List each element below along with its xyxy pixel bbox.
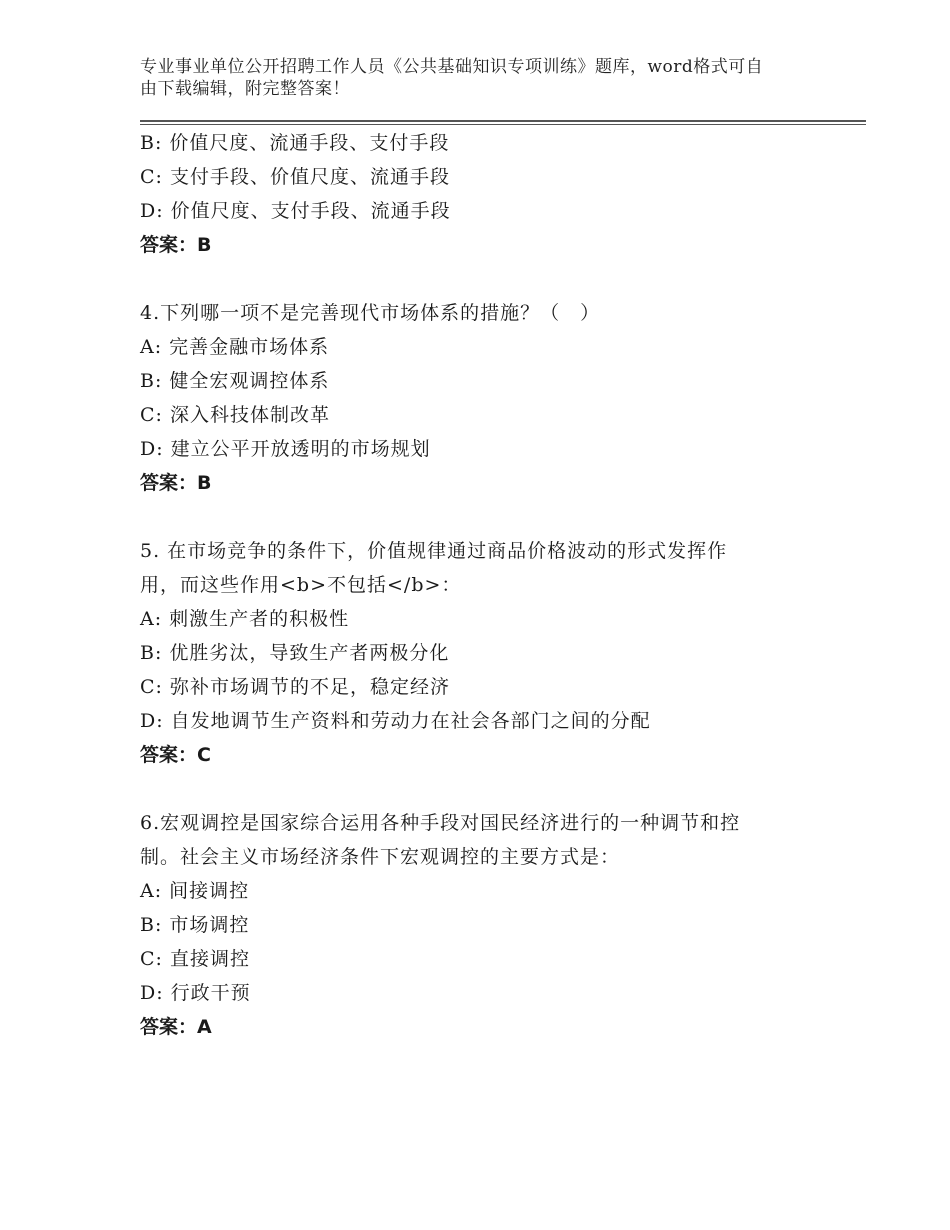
option-b: B: 市场调控	[140, 914, 250, 936]
option-c: C: 支付手段、价值尺度、流通手段	[140, 166, 450, 188]
option-b: B: 优胜劣汰，导致生产者两极分化	[140, 642, 450, 664]
answer-label: 答案：B	[140, 472, 212, 494]
option-d: D: 自发地调节生产资料和劳动力在社会各部门之间的分配	[140, 710, 651, 732]
question-3-block	[140, 126, 840, 262]
option-b: B: 价值尺度、流通手段、支付手段	[140, 132, 450, 154]
header-line-2: 由下载编辑，附完整答案！	[140, 79, 350, 99]
question-6-block	[140, 806, 840, 1044]
spacer	[140, 500, 840, 534]
question-list	[140, 126, 840, 1044]
spacer	[140, 772, 840, 806]
answer-label: 答案：A	[140, 1016, 212, 1038]
option-a: A: 间接调控	[140, 880, 250, 902]
header-line-1: 专业事业单位公开招聘工作人员《公共基础知识专项训练》题库，word格式可自	[140, 57, 764, 77]
header-divider	[140, 120, 866, 125]
option-d: D: 建立公平开放透明的市场规划	[140, 438, 431, 460]
question-text-line-2: 制。社会主义市场经济条件下宏观调控的主要方式是：	[140, 846, 621, 868]
option-c: C: 深入科技体制改革	[140, 404, 330, 426]
question-5-block	[140, 534, 840, 772]
answer-label: 答案：C	[140, 744, 211, 766]
question-4-block	[140, 296, 840, 500]
question-text-line-2: 用，而这些作用<b>不包括</b>：	[140, 574, 462, 596]
option-b: B: 健全宏观调控体系	[140, 370, 330, 392]
question-text-line-1: 5. 在市场竞争的条件下，价值规律通过商品价格波动的形式发挥作	[140, 540, 728, 562]
option-c: C: 弥补市场调节的不足，稳定经济	[140, 676, 450, 698]
document-header	[140, 56, 820, 100]
option-a: A: 完善金融市场体系	[140, 336, 330, 358]
option-d: D: 价值尺度、支付手段、流通手段	[140, 200, 451, 222]
option-d: D: 行政干预	[140, 982, 251, 1004]
question-text: 4.下列哪一项不是完善现代市场体系的措施？（ ）	[140, 302, 601, 324]
answer-label: 答案：B	[140, 234, 212, 256]
option-a: A: 刺激生产者的积极性	[140, 608, 350, 630]
spacer	[140, 262, 840, 296]
option-c: C: 直接调控	[140, 948, 250, 970]
question-text-line-1: 6.宏观调控是国家综合运用各种手段对国民经济进行的一种调节和控	[140, 812, 741, 834]
